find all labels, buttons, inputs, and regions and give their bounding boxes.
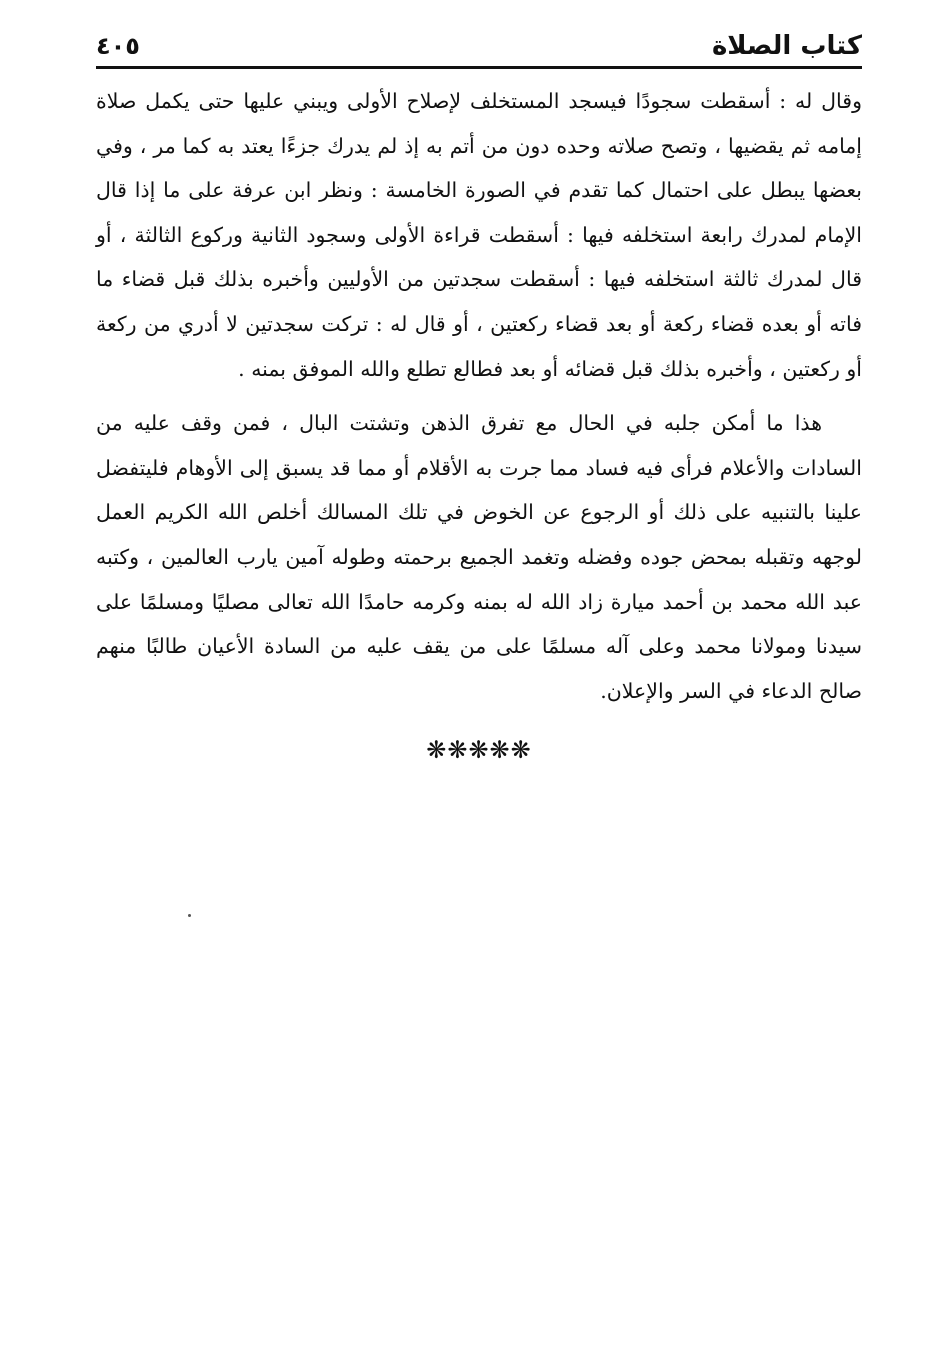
page-number: ٤٠٥ [96, 32, 140, 60]
scan-speck [188, 914, 191, 917]
header-rule [96, 66, 862, 69]
paragraph-1: وقال له : أسقطت سجودًا فيسجد المستخلف لإصلاح الأولى ويبني عليها حتى يكمل صلاة إمامه ثم يقضيها ، وتصح صلاته وحده دون من أتم به إذ لم يدرك جزءًا يعتد به كما مر ، وفي بعضها يبطل على احتمال كما تقدم في الصورة الخامسة : ونظر ابن عرفة على ما إذا قال الإمام لمدرك رابعة استخلفه فيها : أسقطت قراءة الأولى وسجود الثانية وركوع الثالثة ، أو قال لمدرك ثالثة استخلفه فيها : أسقطت سجدتين من الأوليين وأخبره بذلك قبل قضاء ما فاته أو بعده قضاء ركعة أو بعد قضاء ركعتين ، أو قال له : تركت سجدتين لا أدري من ركعة أو ركعتين ، وأخبره بذلك قبل قضائه أو بعد فطالع تطلع والله الموفق بمنه . [96, 89, 862, 381]
page [96, 26, 862, 765]
paragraph-2: هذا ما أمكن جلبه في الحال مع تفرق الذهن وتشتت البال ، فمن وقف عليه من السادات والأعلام فرأى فيه فساد مما جرت به الأقلام أو مما قد يسبق إلى الأوهام فليتفضل علينا بالتنبيه على ذلك أو الرجوع عن الخوض في تلك المسالك أخلص الله الكريم العمل لوجهه وتقبله بمحض جوده وفضله وتغمد الجميع برحمته وطوله آمين يارب العالمين ، وكتبه عبد الله محمد بن أحمد ميارة زاد الله له بمنه وكرمه حامدًا الله تعالى مصليًا ومسلمًا على سيدنا ومولانا محمد وعلى آله مسلمًا على من يقف عليه من السادة الأعيان طالبًا منهم صالح الدعاء في السر والإعلان. [96, 411, 862, 703]
book-title: كتاب الصلاة [711, 31, 862, 61]
page-header [96, 26, 862, 62]
end-ornament: ❋❋❋❋❋ [426, 736, 532, 765]
body-text [96, 79, 862, 713]
